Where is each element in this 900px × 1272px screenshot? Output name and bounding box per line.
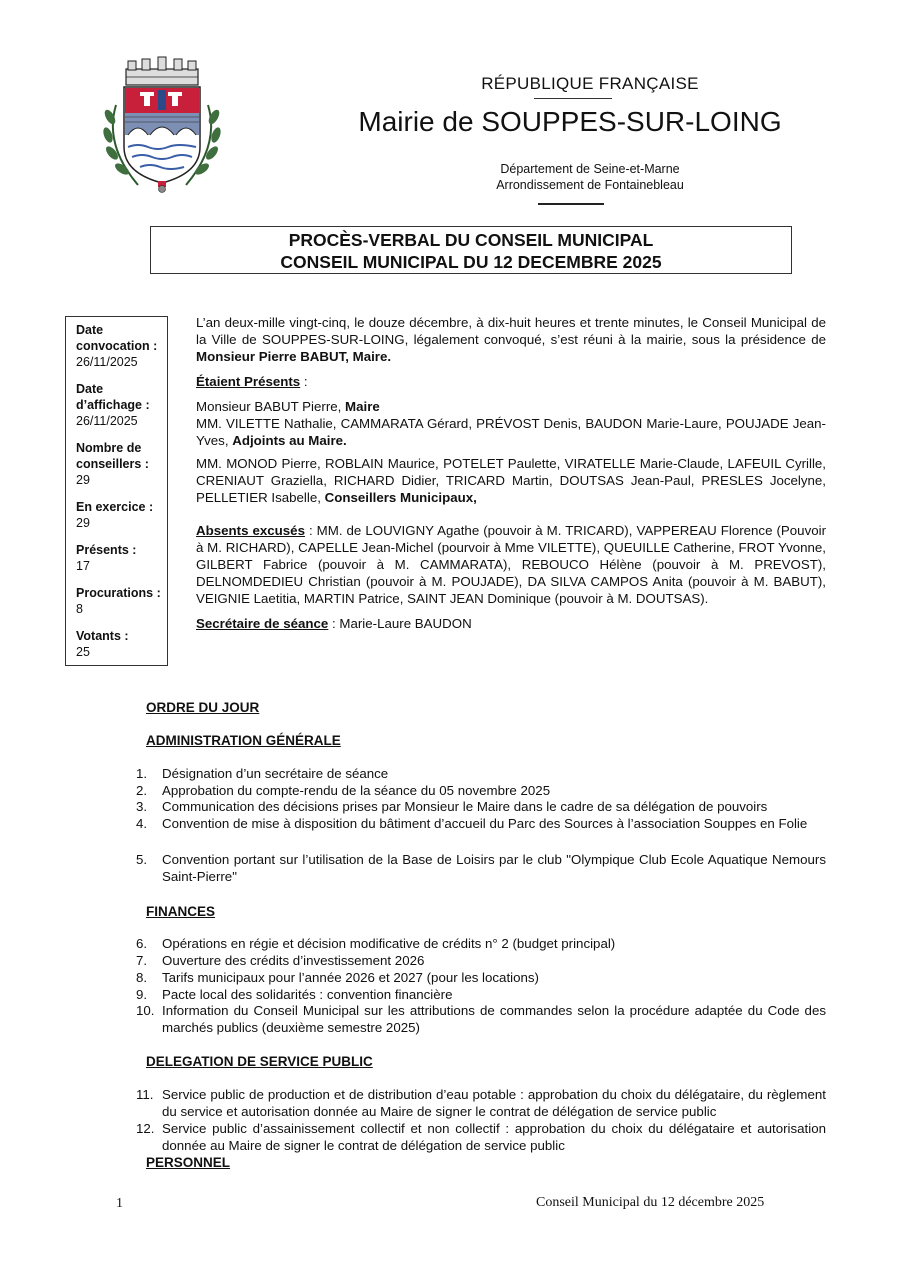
item-number: 11. <box>136 1087 154 1102</box>
president-name: Monsieur Pierre BABUT, Maire. <box>196 349 392 364</box>
agenda-item <box>136 816 826 833</box>
adjoints-names: MM. VILETTE Nathalie, CAMMARATA Gérard, PRÉVOST Denis, BAUDON Marie-Laure, POUJADE Jean-Yves, <box>196 416 826 448</box>
agenda-item <box>136 953 826 970</box>
stat-value: 26/11/2025 <box>76 414 138 428</box>
agenda-item <box>136 1121 826 1154</box>
coat-of-arms-logo <box>98 55 226 193</box>
present-heading-line <box>196 373 826 390</box>
agenda-item <box>136 783 826 800</box>
absents-heading: Absents excusés <box>196 523 305 538</box>
mairie-title: Mairie de SOUPPES-SUR-LOING <box>358 106 782 137</box>
stat-presents <box>76 542 167 574</box>
stat-value: 8 <box>76 602 83 616</box>
stat-votants <box>76 628 167 660</box>
stat-label: En exercice : <box>76 500 154 514</box>
stat-value: 29 <box>76 473 90 487</box>
agenda-item <box>136 766 826 783</box>
stat-label: Procurations : <box>76 586 161 600</box>
item-number: 1. <box>136 766 148 781</box>
item-number: 3. <box>136 799 148 814</box>
secretary-paragraph <box>196 615 826 632</box>
agenda-item <box>136 1087 826 1120</box>
stat-label: Présents : <box>76 543 137 557</box>
meeting-stats-box <box>65 316 168 666</box>
item-text: Service public de production et de distribution d’eau potable : approbation du choix du délégataire, du règlement du service et autorisation donnée au Maire de signer le contrat de délégation de service public <box>162 1087 826 1119</box>
agenda-item <box>136 1003 826 1036</box>
item-text: Convention de mise à disposition du bâtiment d’accueil du Parc des Sources à l’association Souppes en Folie <box>162 816 808 831</box>
conseillers-paragraph <box>196 455 826 506</box>
section-personnel: PERSONNEL <box>146 1155 231 1170</box>
item-number: 5. <box>136 852 148 867</box>
stat-affichage <box>76 381 167 429</box>
item-number: 6. <box>136 936 148 951</box>
stat-convocation <box>76 322 167 370</box>
title-line-1: PROCÈS-VERBAL DU CONSEIL MUNICIPAL <box>288 230 654 250</box>
agenda-item <box>136 852 826 885</box>
stat-label: Date d’affichage : <box>76 382 150 412</box>
secretary-heading: Secrétaire de séance <box>196 616 329 631</box>
stat-label: Date convocation : <box>76 323 158 353</box>
item-number: 9. <box>136 987 148 1002</box>
absents-text: : MM. de LOUVIGNY Agathe (pouvoir à M. TRICARD), VAPPEREAU Florence (Pouvoir à M. RICHARD), CAPELLE Jean-Michel (pourvoir à Mme VILETTE), QUEUILLE Catherine, FROT Yvonne, GILBERT Fabrice (pouvoir à M. CAMMARATA), REBOUCO Hélène (pouvoir à M. PREVOST), DELNOMDEDIEU Christian (pouvoir à M. POUJADE), DA SILVA CAMPOS Anita (pouvoir à M. BABUT), VEIGNIE Laetitia, MARTIN Patrice, SAINT JEAN Dominique (pouvoir à M. DOUTSAS). <box>196 523 826 606</box>
absents-paragraph <box>196 522 826 607</box>
item-text: Service public d’assainissement collectif et non collectif : approbation du choix du délégataire et autorisation donnée au Maire de signer le contrat de délégation de service public <box>162 1121 826 1153</box>
stat-label: Votants : <box>76 629 129 643</box>
document-title-box <box>150 226 792 274</box>
header-divider <box>534 98 612 99</box>
agenda-item <box>136 970 826 987</box>
header-divider-2 <box>538 203 604 205</box>
item-text: Opérations en régie et décision modificative de crédits n° 2 (budget principal) <box>162 936 616 951</box>
item-text: Tarifs municipaux pour l’année 2026 et 2027 (pour les locations) <box>162 970 539 985</box>
mayor-title: Maire <box>345 399 380 414</box>
page-number: 1 <box>116 1196 123 1211</box>
agenda-item <box>136 987 826 1004</box>
item-number: 4. <box>136 816 148 831</box>
department-line: Département de Seine-et-Marne <box>500 162 680 176</box>
conseillers-names: MM. MONOD Pierre, ROBLAIN Maurice, POTELET Paulette, VIRATELLE Marie-Claude, LAFEUIL Cyrille, CRENIAUT Graziella, RICHARD Didier, TRICARD Martin, DOUTSAS Jean-Paul, PRESLES Jocelyne, PELLETIER Isabelle, <box>196 456 826 505</box>
item-text: Convention portant sur l’utilisation de la Base de Loisirs par le club "Olympique Club Ecole Aquatique Nemours Saint-Pierre" <box>162 852 826 884</box>
department-info <box>420 161 760 193</box>
mayor-adjoints-paragraph <box>196 398 826 449</box>
secretary-text: : Marie-Laure BAUDON <box>328 616 472 631</box>
item-number: 10. <box>136 1003 155 1018</box>
opening-paragraph <box>196 314 826 365</box>
stat-conseillers <box>76 440 167 488</box>
stat-procurations <box>76 585 167 617</box>
present-heading: Étaient Présents <box>196 374 301 389</box>
meeting-intro <box>196 314 826 640</box>
arrondissement-line: Arrondissement de Fontainebleau <box>496 178 684 192</box>
republic-heading: RÉPUBLIQUE FRANÇAISE <box>481 74 699 93</box>
section-finances: FINANCES <box>146 904 216 919</box>
item-text: Approbation du compte-rendu de la séance du 05 novembre 2025 <box>162 783 551 798</box>
item-number: 8. <box>136 970 148 985</box>
item-text: Information du Conseil Municipal sur les attributions de commandes selon la procédure adaptée du Code des marchés publics (deuxième semestre 2025) <box>162 1003 826 1035</box>
stat-value: 17 <box>76 559 90 573</box>
stat-exercice <box>76 499 167 531</box>
item-number: 12. <box>136 1121 155 1136</box>
agenda-item <box>136 936 826 953</box>
mayor-name: Monsieur BABUT Pierre, <box>196 399 346 414</box>
item-text: Ouverture des crédits d’investissement 2026 <box>162 953 425 968</box>
stat-value: 25 <box>76 645 90 659</box>
agenda-heading: ORDRE DU JOUR <box>146 700 260 715</box>
item-text: Pacte local des solidarités : convention financière <box>162 987 453 1002</box>
section-administration: ADMINISTRATION GÉNÉRALE <box>146 733 341 748</box>
adjoints-title: Adjoints au Maire. <box>232 433 347 448</box>
item-text: Désignation d’un secrétaire de séance <box>162 766 389 781</box>
conseillers-title: Conseillers Municipaux, <box>324 490 477 505</box>
opening-text: L’an deux-mille vingt-cinq, le douze décembre, à dix-huit heures et trente minutes, le Conseil Municipal de la Ville de SOUPPES-SUR-LOING, légalement convoqué, s’est réuni à la mairie, sous la présidence de <box>196 315 826 347</box>
item-number: 2. <box>136 783 148 798</box>
item-text: Communication des décisions prises par Monsieur le Maire dans le cadre de sa délégation de pouvoirs <box>162 799 768 814</box>
section-dsp: DELEGATION DE SERVICE PUBLIC <box>146 1054 373 1069</box>
stat-value: 29 <box>76 516 90 530</box>
item-number: 7. <box>136 953 148 968</box>
stat-label: Nombre de conseillers : <box>76 441 149 471</box>
title-line-2: CONSEIL MUNICIPAL DU 12 DECEMBRE 2025 <box>280 252 662 272</box>
agenda-item <box>136 799 826 816</box>
stat-value: 26/11/2025 <box>76 355 138 369</box>
footer-text: Conseil Municipal du 12 décembre 2025 <box>536 1195 765 1210</box>
present-colon: : <box>300 374 308 389</box>
